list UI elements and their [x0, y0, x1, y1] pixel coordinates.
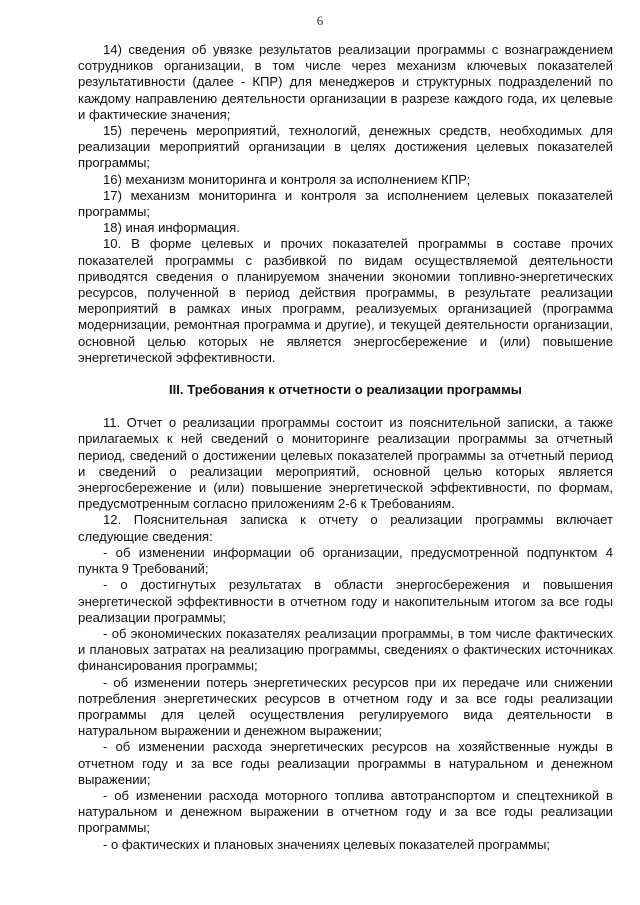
item-17: 17) механизм мониторинга и контроля за исполнением целевых показателей программы; [78, 187, 613, 220]
bullet-motor-fuel: - об изменении расхода моторного топлива автотранспортом и спецтехникой в натуральном и денежном выражении в отчетном году и за все годы реализации программы; [78, 787, 613, 836]
bullet-target-indicators: - о фактических и плановых значениях целевых показателей программы; [103, 836, 551, 852]
paragraph-11: 11. Отчет о реализации программы состоит из пояснительной записки, а также прилагаемых к ней сведений о мониторинге реализации программы за отчетный период, сведений о достижении целевых показателей программы за отчетный период и сведений о реализации мероприятий, основной целью которых является энергосбережение и (или) повышение энергетической эффективности, по формам, предусмотренным согласно приложениям 2-6 к Требованиям. [78, 415, 613, 512]
item-14: 14) сведения об увязке результатов реализации программы с вознаграждением сотрудников организации, в том числе через механизм ключевых показателей результативности (далее - КПР) для менеджеров и структурных подразделений по каждому направлению деятельности организации в разрезе каждого года, их целевые и фактические значения; [78, 42, 613, 122]
page-number: 6 [316, 13, 324, 28]
paragraph-10: 10. В форме целевых и прочих показателей программы в составе прочих показателей программы с разбивкой по видам осуществляемой деятельности приводятся сведения о планируемом значении экономии топливно-энергетических ресурсов, полученной в период действия программы, в результате реализации мероприятий в рамках иных программ, реализуемых организацией (программа модернизации, ремонтная программа и другие), и текущей деятельности организации, основной целью которых не является энергосбережение и (или) повышение энергетической эффективности. [78, 236, 613, 365]
bullet-economic-indicators: - об экономических показателях реализации программы, в том числе фактических и плановых затратах на реализацию программы, сведениях о фактических источниках финансирования программы; [78, 625, 613, 674]
document-body [78, 42, 613, 853]
bullet-household-consumption: - об изменении расхода энергетических ресурсов на хозяйственные нужды в отчетном году и за все годы реализации программы в натуральном и денежном выражении; [78, 739, 613, 787]
item-16: 16) механизм мониторинга и контроля за исполнением КПР; [103, 171, 471, 187]
bullet-energy-losses: - об изменении потерь энергетических ресурсов при их передаче или снижении потребления энергетических ресурсов в отчетном году и за все годы реализации программы для целей осуществления регулируемого вида деятельности в натуральном выражении и денежном выражении; [78, 674, 613, 739]
item-18: 18) иная информация. [103, 220, 240, 236]
item-15: 15) перечень мероприятий, технологий, денежных средств, необходимых для реализации мероприятий организации в целях достижения целевых показателей программы; [78, 123, 613, 171]
section-iii-heading: III. Требования к отчетности о реализации программы [169, 382, 522, 398]
bullet-achieved-results: - о достигнутых результатах в области энергосбережения и повышения энергетической эффективности в отчетном году и накопительным итогом за все годы реализации программы; [78, 577, 613, 625]
paragraph-12: 12. Пояснительная записка к отчету о реализации программы включает следующие сведения: [78, 512, 613, 544]
bullet-organization-info: - об изменении информации об организации, предусмотренной подпунктом 4 пункта 9 Требований; [78, 544, 613, 577]
